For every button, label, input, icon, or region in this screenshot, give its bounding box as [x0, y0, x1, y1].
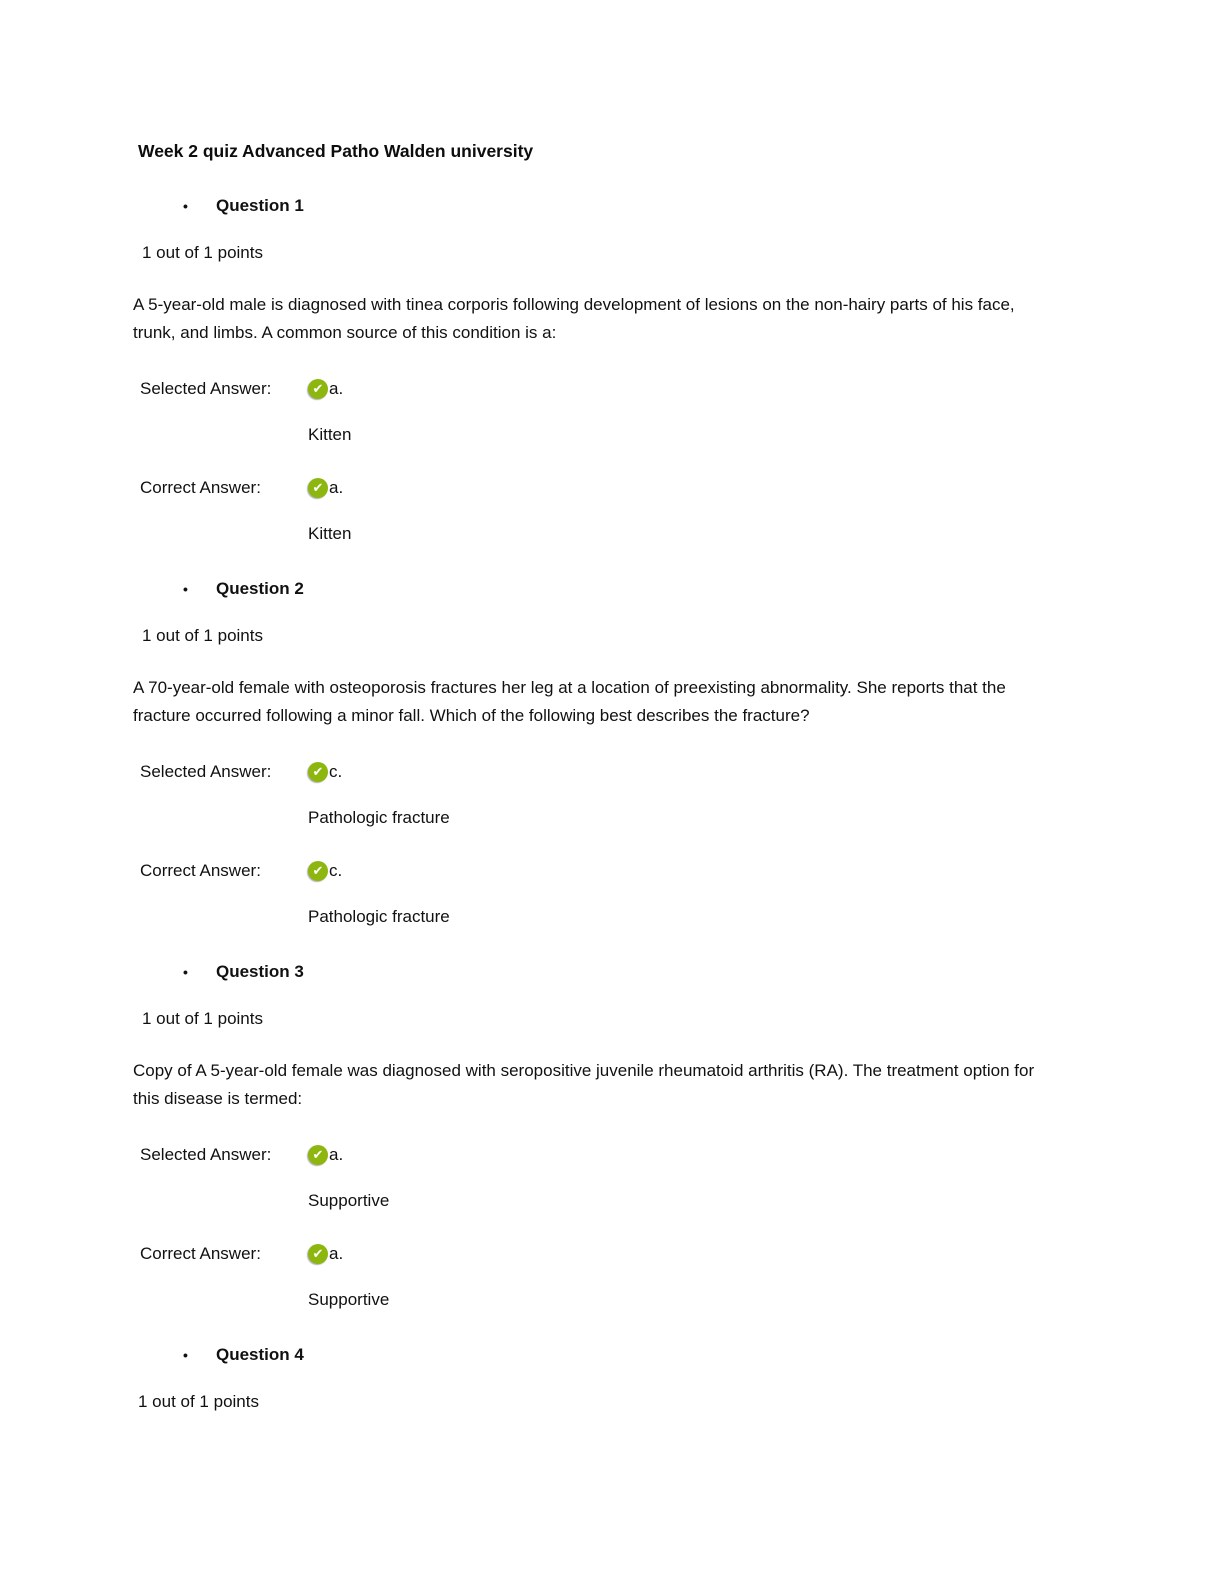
correct-answer-label: Correct Answer: — [140, 1244, 261, 1263]
bullet-icon: • — [183, 964, 188, 980]
selected-answer-row — [140, 378, 1054, 446]
question-text: A 5-year-old male is diagnosed with tinea corporis following development of lesions on the non-hairy parts of his face, trunk, and limbs. A common source of this condition is a: — [133, 295, 1015, 342]
question-label: Question 4 — [216, 1345, 304, 1364]
points-text: 1 out of 1 points — [142, 1009, 263, 1028]
bullet-icon: • — [183, 198, 188, 214]
selected-answer-label: Selected Answer: — [140, 762, 272, 781]
question-1-heading — [183, 195, 1054, 217]
selected-answer-row — [140, 1144, 1054, 1212]
answer-value — [308, 477, 351, 545]
bullet-icon: • — [183, 1347, 188, 1363]
correct-check-icon: ✔ — [308, 1244, 328, 1264]
question-4-heading — [183, 1344, 1054, 1366]
question-2-heading — [183, 578, 1054, 600]
selected-answer-label: Selected Answer: — [140, 1145, 272, 1164]
correct-check-icon: ✔ — [308, 478, 328, 498]
answer-text: Kitten — [308, 524, 352, 543]
correct-check-icon: ✔ — [308, 379, 328, 399]
correct-check-icon: ✔ — [308, 1145, 328, 1165]
answer-value — [308, 378, 351, 446]
question-text: A 70-year-old female with osteoporosis fractures her leg at a location of preexisting abnormality. She reports that the fracture occurred following a minor fall. Which of the following best describes the fracture? — [133, 678, 1006, 725]
question-label: Question 3 — [216, 962, 304, 981]
answer-text: Pathologic fracture — [308, 907, 450, 926]
question-label: Question 1 — [216, 196, 304, 215]
correct-check-icon: ✔ — [308, 861, 328, 881]
correct-answer-label: Correct Answer: — [140, 861, 261, 880]
answer-letter: c. — [329, 762, 343, 781]
correct-answer-label: Correct Answer: — [140, 478, 261, 497]
answer-letter: a. — [329, 478, 344, 497]
answer-text: Supportive — [308, 1290, 390, 1309]
answer-letter: c. — [329, 861, 343, 880]
answer-value — [308, 1243, 389, 1311]
correct-check-icon: ✔ — [308, 762, 328, 782]
correct-answer-row — [140, 1243, 1054, 1311]
question-text: Copy of A 5-year-old female was diagnosed with seropositive juvenile rheumatoid arthritis (RA). The treatment option for this disease is termed: — [133, 1061, 1035, 1108]
correct-answer-row — [140, 477, 1054, 545]
answer-letter: a. — [329, 1244, 344, 1263]
answer-letter: a. — [329, 1145, 344, 1164]
question-3-heading — [183, 961, 1054, 983]
answer-text: Pathologic fracture — [308, 808, 450, 827]
answer-letter: a. — [329, 379, 344, 398]
bullet-icon: • — [183, 581, 188, 597]
points-text: 1 out of 1 points — [138, 1392, 259, 1411]
question-label: Question 2 — [216, 579, 304, 598]
answer-value — [308, 860, 450, 928]
selected-answer-label: Selected Answer: — [140, 379, 272, 398]
points-text: 1 out of 1 points — [142, 243, 263, 262]
page-title: Week 2 quiz Advanced Patho Walden university — [138, 141, 534, 161]
correct-answer-row — [140, 860, 1054, 928]
points-text: 1 out of 1 points — [142, 626, 263, 645]
selected-answer-row — [140, 761, 1054, 829]
answer-text: Kitten — [308, 425, 352, 444]
answer-value — [308, 761, 450, 829]
answer-text: Supportive — [308, 1191, 390, 1210]
answer-value — [308, 1144, 389, 1212]
